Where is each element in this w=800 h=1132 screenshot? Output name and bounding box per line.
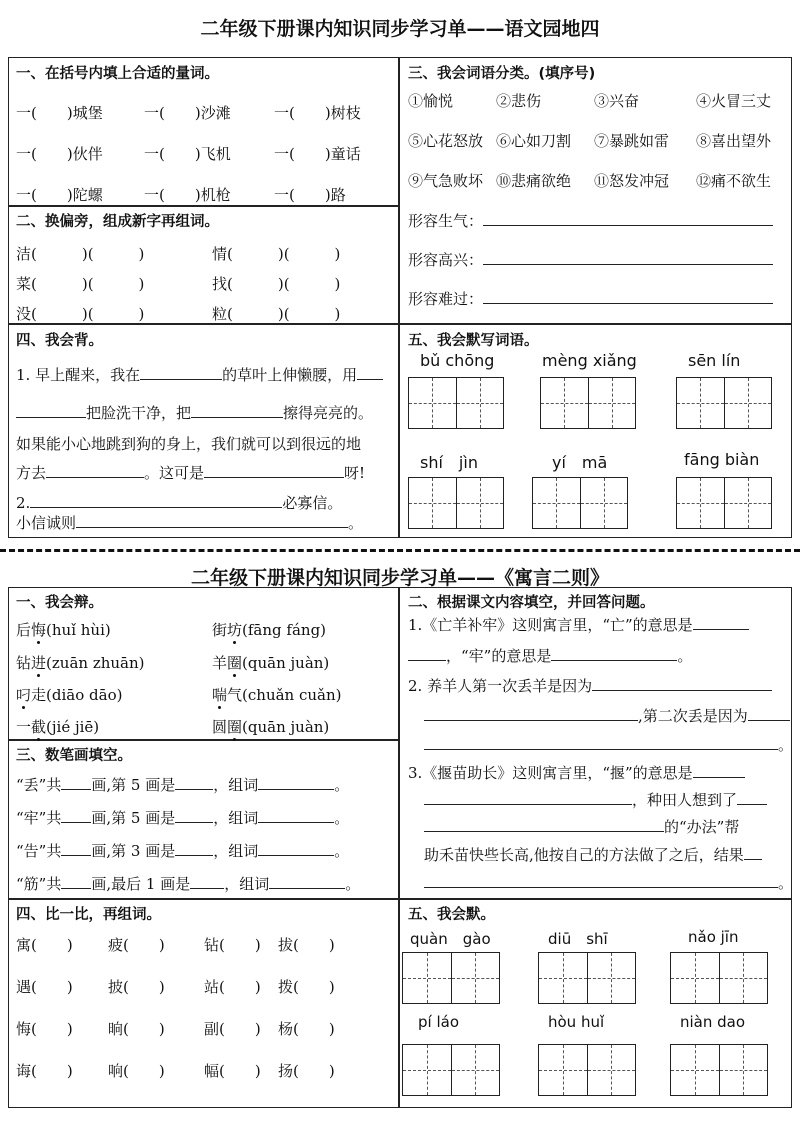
sheet2-sec2-heading: 二、根据课文内容填空，并回答问题。	[408, 595, 655, 611]
word-item: ①愉悦	[408, 92, 454, 110]
stroke-blank[interactable]	[175, 775, 213, 790]
stroke-text: 画,第 5 画是	[91, 809, 176, 827]
word-item: ⑫痛不欲生	[696, 172, 772, 190]
char: 后	[16, 621, 32, 639]
recite-blank[interactable]	[191, 403, 283, 418]
recite-text: 2.	[16, 494, 31, 512]
compare-item[interactable]: 悔( )	[16, 1020, 73, 1038]
word-item: ⑦暴跳如雷	[594, 132, 670, 150]
compare-item[interactable]: 拨( )	[278, 978, 335, 996]
recite-text: 小信诚则	[16, 514, 77, 532]
measure-item[interactable]: 一( )树枝	[274, 104, 361, 122]
question-3-line-4	[424, 844, 762, 865]
polyphone-row-2	[16, 652, 329, 673]
question-2-line-2	[408, 705, 790, 726]
compare-item[interactable]: 幅( )	[204, 1062, 261, 1080]
pinyin-label: bǔ chōng	[420, 351, 495, 370]
word-row-2	[408, 130, 771, 151]
stroke-text: 。	[334, 776, 350, 794]
answer-blank[interactable]	[424, 735, 778, 750]
compare-item[interactable]: 站( )	[204, 978, 261, 996]
compare-row-2	[16, 976, 335, 997]
char: 街	[212, 621, 228, 639]
sheet1-sec5-heading: 五、我会默写词语。	[408, 333, 539, 349]
stroke-blank[interactable]	[258, 808, 334, 823]
answer-blank[interactable]	[408, 646, 446, 661]
pinyin-choice[interactable]: (quān juàn)	[242, 718, 330, 736]
compare-item[interactable]: 披( )	[108, 978, 165, 996]
writing-grid[interactable]	[532, 477, 628, 529]
question-text: 的“办法”帮	[664, 818, 740, 836]
measure-row-2	[16, 143, 361, 164]
radical-row-2	[16, 273, 340, 294]
compare-item[interactable]: 诲( )	[16, 1062, 73, 1080]
question-text: 1.《亡羊补牢》这则寓言里，“亡”的意思是	[408, 616, 693, 634]
stroke-row-4	[16, 873, 360, 894]
stroke-blank[interactable]	[269, 874, 345, 889]
word-item: ⑧喜出望外	[696, 132, 772, 150]
compare-row-4	[16, 1060, 335, 1081]
measure-item[interactable]: 一( )陀螺	[16, 186, 103, 204]
word-item: ⑤心花怒放	[408, 132, 484, 150]
question-text: ，“牢”的意思是	[446, 647, 552, 665]
stroke-row-1	[16, 774, 349, 795]
question-text: 3.《揠苗助长》这则寓言里，“揠”的意思是	[408, 764, 693, 782]
question-3-line-5	[408, 872, 793, 893]
target-char: 圈	[227, 718, 243, 736]
target-char: 圈	[227, 654, 243, 672]
recite-text: 。这可是	[144, 464, 205, 482]
stroke-blank[interactable]	[175, 808, 213, 823]
stroke-blank[interactable]	[61, 874, 91, 889]
answer-blank[interactable]	[424, 790, 632, 805]
compare-row-3	[16, 1018, 335, 1039]
sheet2-sec3-heading: 三、数笔画填空。	[16, 748, 132, 764]
stroke-blank[interactable]	[61, 775, 91, 790]
answer-blank[interactable]	[424, 873, 778, 888]
recite-blank[interactable]	[357, 365, 383, 380]
word-item: ④火冒三丈	[696, 92, 772, 110]
char: 走	[31, 686, 47, 704]
question-1-line-2	[408, 645, 692, 666]
sheet2-sec1-heading: 一、我会辩。	[16, 595, 103, 611]
answer-blank[interactable]	[748, 706, 790, 721]
target-char: 坊	[227, 621, 243, 639]
pinyin-label: mèng xiǎng	[542, 351, 637, 370]
compare-item[interactable]: 响( )	[108, 1062, 165, 1080]
writing-grid[interactable]	[670, 952, 768, 1004]
measure-item[interactable]: 一( )机枪	[144, 186, 231, 204]
sheet2-sec5-heading: 五、我会默。	[408, 907, 495, 923]
recite-text: 擦得亮亮的。	[283, 404, 374, 422]
word-item: ②悲伤	[496, 92, 542, 110]
target-char: 喘	[212, 686, 228, 704]
recite-text: 把脸洗干净，把	[86, 404, 192, 422]
category-answer-line[interactable]	[483, 289, 773, 304]
question-1-line-1	[408, 614, 749, 635]
pinyin-choice[interactable]: (zuān zhuān)	[46, 654, 145, 672]
compare-item[interactable]: 扬( )	[278, 1062, 335, 1080]
answer-blank[interactable]	[592, 676, 772, 691]
stroke-text: ，组词	[213, 776, 259, 794]
category-answer-line[interactable]	[483, 211, 773, 226]
stroke-text: “筋”共	[16, 875, 62, 893]
answer-blank[interactable]	[737, 790, 767, 805]
measure-item[interactable]: 一( )城堡	[16, 104, 103, 122]
compare-row-1	[16, 934, 335, 955]
pinyin-label: yí mā	[552, 453, 608, 472]
sheet2-sec4-heading: 四、比一比，再组词。	[16, 907, 161, 923]
compare-item[interactable]: 拔( )	[278, 936, 335, 954]
sheet2-title: 二年级下册课内知识同步学习单——《寓言二则》	[190, 567, 609, 589]
sheet1-sec2-heading: 二、换偏旁，组成新字再组词。	[16, 214, 219, 230]
question-3-line-2	[408, 789, 767, 810]
polyphone-row-4	[16, 716, 329, 737]
char: 羊	[212, 654, 228, 672]
answer-blank[interactable]	[693, 615, 749, 630]
category-angry	[408, 210, 773, 231]
pinyin-choice[interactable]: (quān juàn)	[242, 654, 330, 672]
pinyin-choice[interactable]: (jié jiē)	[46, 718, 100, 736]
measure-item[interactable]: 一( )伙伴	[16, 145, 103, 163]
measure-item[interactable]: 一( )路	[274, 186, 346, 204]
recite-line-5	[16, 492, 342, 513]
word-item: ⑨气急败坏	[408, 172, 484, 190]
stroke-text: “告”共	[16, 842, 62, 860]
measure-item[interactable]: 一( )飞机	[144, 145, 231, 163]
category-label: 形容高兴：	[408, 251, 484, 269]
recite-line-4	[16, 462, 365, 483]
pinyin-choice[interactable]: (fāng fáng)	[242, 621, 327, 639]
polyphone-row-3	[16, 684, 342, 705]
radical-item[interactable]: 菜( )( )	[16, 275, 145, 293]
compare-item[interactable]: 杨( )	[278, 1020, 335, 1038]
answer-blank[interactable]	[744, 845, 762, 860]
pinyin-label: pí láo	[418, 1013, 459, 1031]
pinyin-label: shí jìn	[420, 453, 478, 472]
question-2-line-1	[408, 675, 772, 696]
writing-grid[interactable]	[402, 952, 500, 1004]
answer-blank[interactable]	[424, 706, 638, 721]
measure-row-3	[16, 184, 346, 205]
stroke-blank[interactable]	[61, 841, 91, 856]
pinyin-choice[interactable]: (chuǎn cuǎn)	[242, 686, 342, 704]
stroke-blank[interactable]	[175, 841, 213, 856]
pinyin-label: quàn gào	[410, 930, 491, 948]
recite-blank[interactable]	[204, 463, 344, 478]
recite-blank[interactable]	[46, 463, 144, 478]
pinyin-choice[interactable]: (diāo dāo)	[46, 686, 123, 704]
recite-text: 方去	[16, 464, 47, 482]
measure-item[interactable]: 一( )沙滩	[144, 104, 231, 122]
target-char: 悔	[31, 621, 47, 639]
pinyin-label: hòu huǐ	[548, 1013, 605, 1031]
stroke-text: 画,第 3 画是	[91, 842, 176, 860]
stroke-text: 。	[345, 875, 361, 893]
recite-text: 的草叶上伸懒腰，用	[222, 366, 358, 384]
char: 一	[16, 718, 32, 736]
writing-grid[interactable]	[408, 477, 504, 529]
question-text: 。	[677, 647, 693, 665]
recite-blank[interactable]	[140, 365, 222, 380]
category-sad	[408, 288, 773, 309]
answer-blank[interactable]	[424, 817, 664, 832]
stroke-text: 。	[334, 809, 350, 827]
target-char: 叼	[16, 686, 32, 704]
compare-item[interactable]: 副( )	[204, 1020, 261, 1038]
word-row-1	[408, 90, 771, 111]
pinyin-label: nǎo jīn	[688, 928, 739, 946]
category-label: 形容生气：	[408, 212, 484, 230]
question-3-line-3	[408, 816, 739, 837]
question-2-line-3	[408, 734, 793, 755]
page-divider	[0, 549, 800, 552]
recite-text: 必寡信。	[282, 494, 343, 512]
stroke-text: ，组词	[213, 809, 259, 827]
radical-item[interactable]: 没( )( )	[16, 305, 145, 323]
stroke-text: 画,最后 1 画是	[91, 875, 191, 893]
recite-blank[interactable]	[16, 403, 86, 418]
question-text: ,第二次丢是因为	[638, 707, 748, 725]
compare-item[interactable]: 钻( )	[204, 936, 261, 954]
question-text: ，种田人想到了	[632, 791, 738, 809]
stroke-blank[interactable]	[258, 841, 334, 856]
stroke-blank[interactable]	[258, 775, 334, 790]
recite-text: 1. 早上醒来，我在	[16, 366, 141, 384]
stroke-text: “牢”共	[16, 809, 62, 827]
radical-item[interactable]: 找( )( )	[212, 275, 341, 293]
pinyin-label: fāng biàn	[684, 450, 760, 469]
recite-text: 。	[348, 514, 364, 532]
stroke-blank[interactable]	[61, 808, 91, 823]
char: 圆	[212, 718, 228, 736]
category-label: 形容难过：	[408, 290, 484, 308]
stroke-text: 。	[334, 842, 350, 860]
question-3-line-1	[408, 762, 745, 783]
question-text: 。	[778, 736, 794, 754]
stroke-text: “丢”共	[16, 776, 62, 794]
target-char: 截	[31, 718, 47, 736]
radical-row-3	[16, 303, 340, 324]
writing-grid[interactable]	[540, 377, 636, 429]
polyphone-row-1	[16, 619, 326, 640]
writing-grid[interactable]	[538, 1044, 636, 1096]
category-happy	[408, 249, 773, 270]
question-text: 。	[778, 874, 794, 892]
pinyin-label: diū shī	[548, 930, 608, 948]
answer-blank[interactable]	[693, 763, 745, 778]
writing-grid[interactable]	[670, 1044, 768, 1096]
recite-line-6	[16, 512, 363, 533]
writing-grid[interactable]	[402, 1044, 500, 1096]
radical-item[interactable]: 情( )( )	[212, 245, 341, 263]
pinyin-label: sēn lín	[688, 351, 741, 370]
radical-item[interactable]: 粒( )( )	[212, 305, 341, 323]
word-item: ⑩悲痛欲绝	[496, 172, 572, 190]
word-row-3	[408, 170, 771, 191]
recite-blank[interactable]	[76, 513, 348, 528]
recite-blank[interactable]	[30, 493, 282, 508]
stroke-row-2	[16, 807, 349, 828]
target-char: 进	[31, 654, 47, 672]
recite-line-3: 如果能小心地跳到狗的身上，我们就可以到很远的地	[16, 435, 362, 453]
sheet1-sec4-heading: 四、我会背。	[16, 333, 103, 349]
sheet1-sec1-heading: 一、在括号内填上合适的量词。	[16, 66, 219, 82]
recite-line-1	[16, 364, 383, 385]
char: 气	[227, 686, 243, 704]
pinyin-choice[interactable]: (huǐ hùi)	[46, 621, 111, 639]
char: 钻	[16, 654, 32, 672]
question-text: 助禾苗快些长高,他按自己的方法做了之后，结果	[424, 846, 744, 864]
recite-text: 呀!	[344, 464, 366, 482]
pinyin-label: niàn dao	[680, 1013, 746, 1031]
word-item: ⑥心如刀割	[496, 132, 572, 150]
recite-line-2	[16, 402, 373, 423]
answer-blank[interactable]	[551, 646, 677, 661]
measure-item[interactable]: 一( )童话	[274, 145, 361, 163]
stroke-text: ，组词	[213, 842, 259, 860]
writing-grid[interactable]	[538, 952, 636, 1004]
question-text: 2. 养羊人第一次丢羊是因为	[408, 677, 593, 695]
writing-grid[interactable]	[676, 477, 772, 529]
compare-item[interactable]: 寓( )	[16, 936, 73, 954]
compare-item[interactable]: 疲( )	[108, 936, 165, 954]
stroke-text: ，组词	[224, 875, 270, 893]
radical-item[interactable]: 洁( )( )	[16, 245, 145, 263]
stroke-text: 画,第 5 画是	[91, 776, 176, 794]
word-item: ⑪怒发冲冠	[594, 172, 670, 190]
stroke-blank[interactable]	[190, 874, 224, 889]
writing-grid[interactable]	[676, 377, 772, 429]
compare-item[interactable]: 遇( )	[16, 978, 73, 996]
category-answer-line[interactable]	[483, 250, 773, 265]
measure-row-1	[16, 102, 361, 123]
word-item: ③兴奋	[594, 92, 640, 110]
compare-item[interactable]: 晌( )	[108, 1020, 165, 1038]
radical-row-1	[16, 243, 340, 264]
writing-grid[interactable]	[408, 377, 504, 429]
stroke-row-3	[16, 840, 349, 861]
sheet1-title: 二年级下册课内知识同步学习单——语文园地四	[200, 18, 600, 40]
sheet1-sec3-heading: 三、我会词语分类。(填序号)	[408, 66, 596, 82]
